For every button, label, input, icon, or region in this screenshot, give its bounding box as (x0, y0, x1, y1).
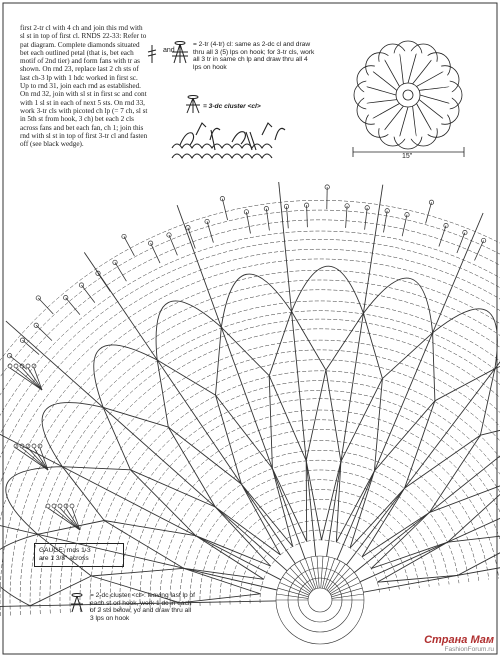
dc-cluster-symbol-icon (186, 96, 200, 114)
chart-ray (6, 321, 287, 571)
chart-ray (0, 407, 281, 580)
edge-stitch (402, 215, 407, 237)
picot (113, 260, 117, 264)
round-arc (40, 319, 500, 614)
side-fan-stitch (28, 448, 48, 470)
side-picot (8, 364, 12, 368)
fan-outline (363, 278, 432, 379)
center-spoke (332, 594, 364, 598)
edge-stitch (151, 243, 160, 263)
center-spoke (328, 568, 350, 591)
side-fan-stitch (22, 368, 42, 390)
edge-stitch (222, 199, 227, 220)
watermark-sub: FashionForum.ru (444, 646, 494, 653)
diamond-outline (130, 470, 270, 566)
round-arc (140, 420, 499, 609)
legend-tr-cluster: = 2-tr (4-tr) cl: same as 2-dc cl and draw thru all 3 (5) lps on hook; for 3-tr cls, work all 3 tr in same ch lp and draw thru all 4 lps on hook (193, 41, 315, 71)
edge-stitch (38, 298, 53, 314)
diamond-outline (362, 435, 481, 557)
chart-ray (363, 526, 500, 592)
edge-stitch (287, 206, 289, 228)
finished-doily-thumbnail (354, 41, 462, 149)
chart-ray (327, 185, 383, 557)
round-arc (30, 311, 500, 615)
gauge-line-1: GAUGE: rnds 1-3 (39, 547, 91, 554)
edge-stitch (266, 209, 269, 231)
edge-stitch (115, 262, 126, 281)
gauge-line-2: are 1 3/8" across (39, 555, 89, 562)
edge-stitch (475, 241, 484, 261)
flower-fill (364, 51, 452, 139)
chart-ray (84, 252, 295, 563)
side-picot (32, 444, 36, 448)
fan-outline (292, 266, 364, 370)
center-spoke (290, 568, 312, 591)
edge-stitch (66, 298, 80, 315)
diamond-outline (91, 568, 260, 603)
tr-cluster-symbol-icon (148, 42, 188, 64)
center-spoke (317, 556, 319, 588)
chart-ray (354, 338, 500, 573)
round-arc (150, 429, 489, 608)
edge-stitch (307, 205, 308, 227)
and-label: and (163, 47, 175, 54)
diamond-outline (371, 480, 500, 569)
round-arc (20, 301, 500, 615)
side-picot (26, 364, 30, 368)
round-arc (160, 441, 479, 608)
edge-stitch (365, 208, 368, 230)
side-picot (38, 444, 42, 448)
side-picot (46, 504, 50, 508)
diamond-outline (168, 427, 280, 555)
diamond-outline (269, 376, 307, 542)
side-fan-stitch (48, 508, 80, 530)
edge-stitch (384, 211, 388, 233)
diamond-outline (350, 401, 435, 548)
watermark-main: Страна Мам (424, 634, 494, 646)
legend-dc-cluster: = 3-dc cluster <cl> (203, 103, 261, 110)
edge-stitch (426, 202, 432, 223)
center-spoke (276, 594, 308, 598)
stitch-step-illustration (172, 123, 285, 158)
center-ring (308, 588, 332, 612)
center-spoke (321, 556, 323, 588)
edge-stitch (346, 206, 348, 228)
dimension-label: 15" (402, 153, 413, 160)
side-picot (14, 364, 18, 368)
edge-stitch (10, 356, 27, 370)
2dc-cluster-symbol-icon (71, 594, 83, 613)
round-arc (0, 270, 500, 616)
instructions-paragraph: first 2-tr cl with 4 ch and join this rnd with sl st in top of first cl. RNDS 22-33: Refer to pat diagram. Complete diamonds situated bet each outlined petal (that is, bet each motif of 2nd tier) and form fans with tr as shown. On rnd 23, replace last 2 ch sts of last ch-3 lp with 1 hdc worked in first sc. Up to rnd 31, join each rnd as established. On rnd 32, join with sl st in first sc and cont with 1 sl st in each of next 5 sts. On rnd 33, work 3-tr cls with picoted ch lp (= 7 ch, sl st in 5th st from hook, 3 ch) bet each 2 cls across fans and bet each fan, ch 1; join this rnd with sl st in top of first 3-tr cl and fasten off (see black wedge). (20, 24, 148, 149)
picot (79, 283, 83, 287)
side-fan-stitch (60, 508, 80, 530)
fan-outline (221, 274, 291, 376)
edge-stitch (98, 273, 110, 291)
side-picot (32, 364, 36, 368)
edge-stitch (124, 237, 134, 256)
round-arc (0, 231, 500, 618)
fan-outline (0, 534, 91, 606)
legend-2dc-cluster: = 2-dc cluster <cl>: leaving last lp of each st on hook, work 1 dc in each of 2 sts below, yo and draw thru all 3 lps on hook (90, 592, 196, 622)
round-arc (190, 470, 449, 607)
side-picot (70, 504, 74, 508)
center-spoke (278, 588, 309, 597)
edge-stitch (169, 235, 177, 255)
round-arc (180, 460, 459, 607)
round-arc (250, 530, 389, 603)
edge-stitch (246, 212, 250, 234)
edge-stitch (82, 285, 95, 303)
side-picot (58, 504, 62, 508)
chart-ray (0, 505, 277, 590)
side-fan-stitch (10, 368, 42, 390)
chart-ray (0, 601, 276, 609)
round-arc (260, 540, 380, 603)
edge-stitch (207, 222, 213, 243)
round-arc (0, 249, 500, 617)
round-arc (0, 220, 500, 619)
edge-stitch (457, 233, 465, 253)
center-spoke (332, 588, 363, 597)
fan-outline (156, 301, 221, 395)
round-arc (200, 480, 439, 606)
fan-outline (6, 467, 104, 535)
doily-stitch-chart (0, 182, 500, 644)
side-picot (52, 504, 56, 508)
edge-stitch (23, 340, 40, 354)
